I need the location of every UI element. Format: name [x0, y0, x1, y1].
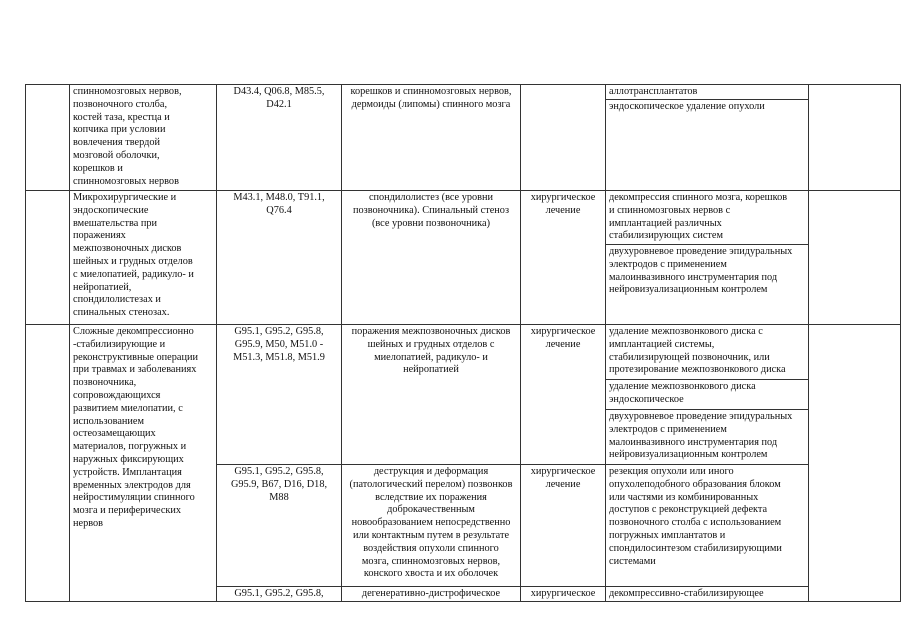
icd-codes-cell: D43.4, Q06.8, M85.5, D42.1 — [217, 85, 342, 191]
row-number-cell — [26, 85, 70, 191]
treatment-kind-cell: хирургическое — [521, 587, 606, 602]
patient-model-cell: поражения межпозвоночных дисков шейных и грудных отделов с миелопатией, радикуло- и нейропатией — [342, 325, 521, 465]
patient-model-cell: дегенеративно-дистрофическое — [342, 587, 521, 602]
norm-cell — [809, 191, 901, 325]
treatment-method-cell: декомпрессия спинного мозга, корешков и спинномозговых нервов с имплантацией различных стабилизирующих систем — [606, 191, 809, 245]
icd-codes-cell: G95.1, G95.2, G95.8, G95.9, M50, M51.0 - M51.3, M51.8, M51.9 — [217, 325, 342, 465]
row-number-cell — [26, 325, 70, 602]
table-row — [26, 191, 901, 245]
treatment-method-cell: удаление межпозвонкового диска с имплантацией системы, стабилизирующей позвоночник, или протезирование межпозвонкового диска — [606, 325, 809, 380]
treatment-kind-cell: хирургическое лечение — [521, 465, 606, 587]
table-row — [26, 325, 901, 380]
table-row — [26, 85, 901, 100]
medical-procedures-table — [25, 84, 901, 602]
patient-model-cell: спондилолистез (все уровни позвоночника). Спинальный стеноз (все уровни позвоночника) — [342, 191, 521, 325]
icd-codes-cell: G95.1, G95.2, G95.8, G95.9, B67, D16, D18, M88 — [217, 465, 342, 587]
icd-codes-cell: M43.1, M48.0, T91.1, Q76.4 — [217, 191, 342, 325]
row-number-cell — [26, 191, 70, 325]
norm-cell — [809, 85, 901, 191]
norm-cell — [809, 325, 901, 602]
procedure-name-cell: спинномозговых нервов, позвоночного столба, костей таза, крестца и копчика при условии вовлечения твердой мозговой оболочки, корешков и спинномозговых нервов — [70, 85, 217, 191]
treatment-method-cell: аллотрансплантатов — [606, 85, 809, 100]
patient-model-cell: деструкция и деформация (патологический перелом) позвонков вследствие их поражения доброкачественным новообразованием непосредственно или контактным путем в результате воздействия опухоли спинного мозга, спинномозговых нервов, конского хвоста и их оболочек — [342, 465, 521, 587]
treatment-kind-cell: хирургическое лечение — [521, 325, 606, 465]
treatment-method-cell: эндоскопическое удаление опухоли — [606, 100, 809, 191]
treatment-kind-cell — [521, 85, 606, 191]
procedure-name-cell: Сложные декомпрессионно -стабилизирующие и реконструктивные операции при травмах и заболеваниях позвоночника, сопровождающихся развитием миелопатии, с использованием остеозамещающих материалов, погружных и наружных фиксирующих устройств. Имплантация временных электродов для нейростимуляции спинного мозга и периферических нервов — [70, 325, 217, 602]
procedure-name-cell: Микрохирургические и эндоскопические вмешательства при поражениях межпозвоночных дисков шейных и грудных отделов с миелопатией, радикуло- и нейропатией, спондилолистезах и спинальных стенозах. — [70, 191, 217, 325]
patient-model-cell: корешков и спинномозговых нервов, дермоиды (липомы) спинного мозга — [342, 85, 521, 191]
treatment-kind-cell: хирургическое лечение — [521, 191, 606, 325]
icd-codes-cell: G95.1, G95.2, G95.8, — [217, 587, 342, 602]
treatment-method-cell: двухуровневое проведение эпидуральных электродов с применением малоинвазивного инструментария под нейровизуализационным контролем — [606, 410, 809, 465]
treatment-method-cell: удаление межпозвонкового диска эндоскопическое — [606, 380, 809, 410]
treatment-method-cell: декомпрессивно-стабилизирующее — [606, 587, 809, 602]
treatment-method-cell: двухуровневое проведение эпидуральных электродов с применением малоинвазивного инструментария под нейровизуализационным контролем — [606, 245, 809, 325]
treatment-method-cell: резекция опухоли или иного опухолеподобного образования блоком или частями из комбинированных доступов с реконструкцией дефекта позвоночного столба с использованием погружных имплантатов и спондилосинтезом стабилизирующими системами — [606, 465, 809, 587]
